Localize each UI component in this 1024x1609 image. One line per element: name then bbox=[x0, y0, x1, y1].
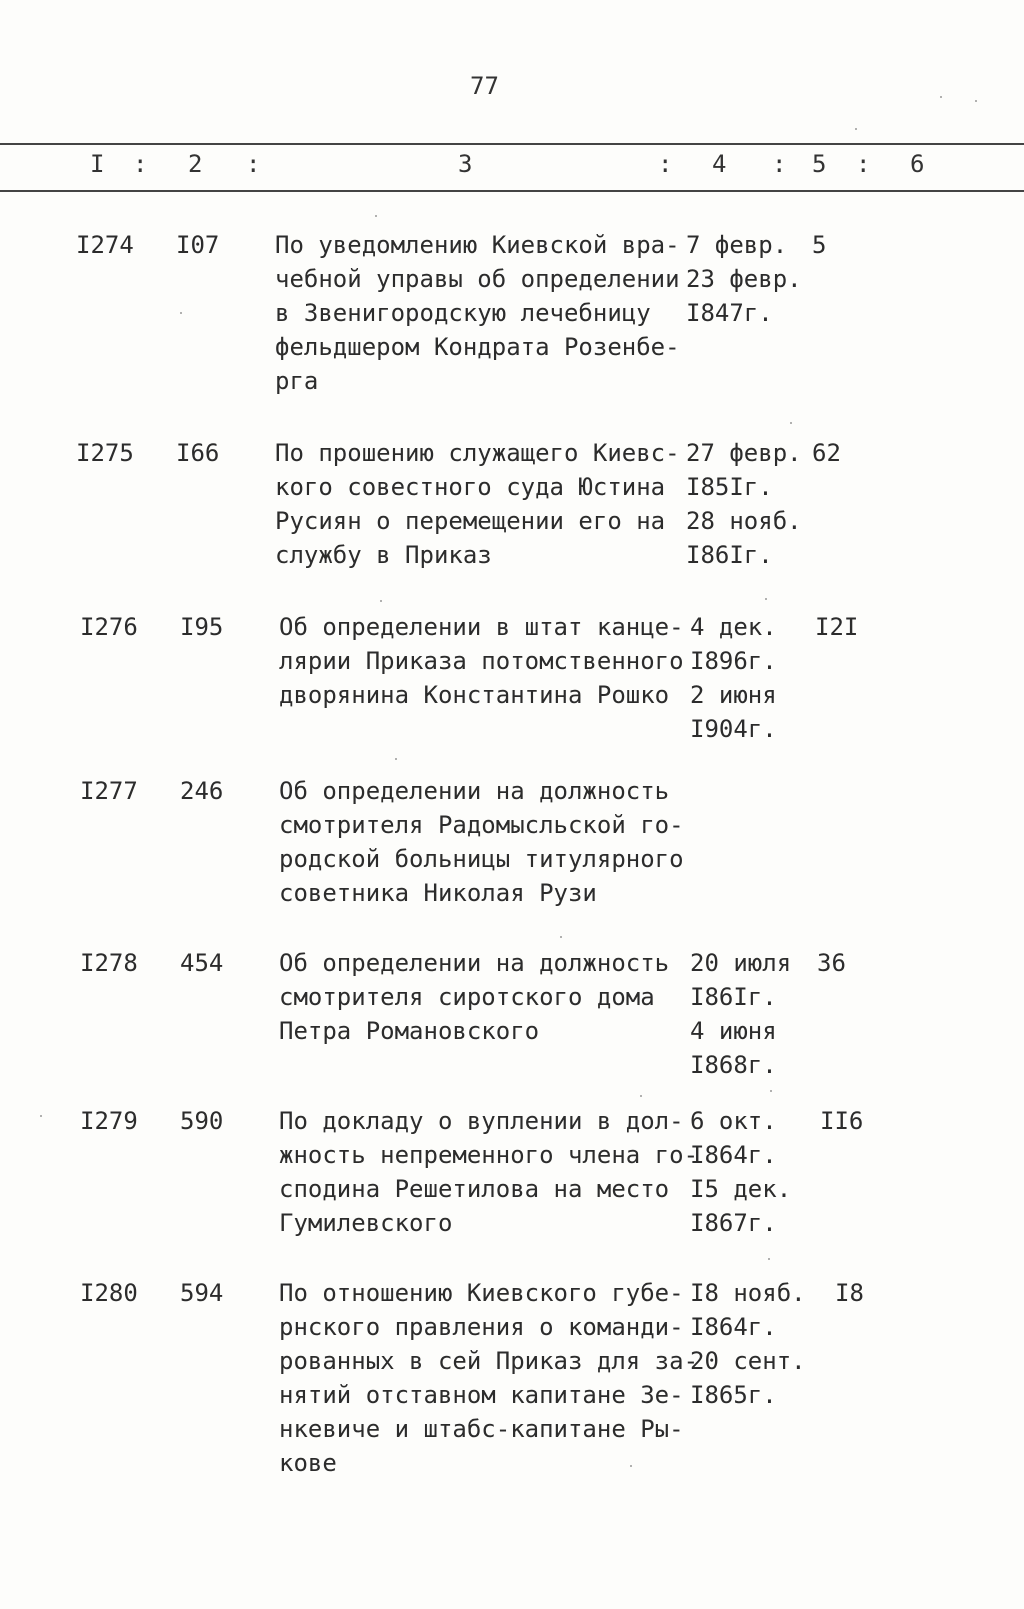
record-description-line: службу в Приказ bbox=[275, 541, 492, 569]
record-date-line: 4 дек. bbox=[690, 613, 777, 641]
page-number: 77 bbox=[470, 72, 499, 100]
column-header-5: 5 bbox=[812, 150, 827, 178]
record-sheets: 62 bbox=[812, 439, 841, 467]
record-date-line: I868г. bbox=[690, 1051, 777, 1079]
header-top-rule bbox=[0, 143, 1024, 145]
scan-speck bbox=[940, 96, 942, 98]
record-description-line: советника Николая Рузи bbox=[279, 879, 597, 907]
scan-speck bbox=[640, 1095, 642, 1097]
record-number: I275 bbox=[76, 439, 134, 467]
record-description-line: Гумилевского bbox=[279, 1209, 453, 1237]
record-date-line: I865г. bbox=[690, 1381, 777, 1409]
record-number: I279 bbox=[80, 1107, 138, 1135]
record-date-line: I5 дек. bbox=[690, 1175, 792, 1203]
record-sheets: II6 bbox=[820, 1107, 864, 1135]
record-description-line: нятий отставном капитане Зе- bbox=[279, 1381, 684, 1409]
file-number: 590 bbox=[180, 1107, 224, 1135]
file-number: 454 bbox=[180, 949, 224, 977]
record-date-line: 4 июня bbox=[690, 1017, 777, 1045]
record-description-line: рнского правления о команди- bbox=[279, 1313, 684, 1341]
scan-speck bbox=[855, 128, 857, 130]
record-number: I274 bbox=[76, 231, 134, 259]
file-number: 246 bbox=[180, 777, 224, 805]
column-separator: : bbox=[856, 150, 871, 178]
record-description-line: родской больницы титулярного bbox=[279, 845, 684, 873]
column-header-3: 3 bbox=[458, 150, 473, 178]
record-description-line: По прошению служащего Киевс- bbox=[275, 439, 680, 467]
scan-speck bbox=[375, 215, 377, 217]
scan-speck bbox=[380, 600, 382, 602]
record-description-line: рга bbox=[275, 367, 319, 395]
record-date-line: I864г. bbox=[690, 1141, 777, 1169]
record-description-line: Об определении на должность bbox=[279, 949, 670, 977]
file-number: I07 bbox=[176, 231, 220, 259]
record-description-line: Русиян о перемещении его на bbox=[275, 507, 666, 535]
record-date-line: I867г. bbox=[690, 1209, 777, 1237]
record-description-line: фельдшером Кондрата Розенбе- bbox=[275, 333, 680, 361]
record-date-line: I904г. bbox=[690, 715, 777, 743]
record-sheets: I8 bbox=[835, 1279, 864, 1307]
scan-speck bbox=[180, 312, 182, 314]
record-date-line: I86Iг. bbox=[686, 541, 773, 569]
record-number: I277 bbox=[80, 777, 138, 805]
record-description-line: жность непременного члена го- bbox=[279, 1141, 699, 1169]
record-number: I276 bbox=[80, 613, 138, 641]
record-date-line: 27 февр. bbox=[686, 439, 802, 467]
record-date-line: I864г. bbox=[690, 1313, 777, 1341]
record-description-line: в Звенигородскую лечебницу bbox=[275, 299, 651, 327]
record-description-line: По докладу о вуплении в дол- bbox=[279, 1107, 684, 1135]
column-header-4: 4 bbox=[712, 150, 727, 178]
record-description-line: кове bbox=[279, 1449, 337, 1477]
column-separator: : bbox=[133, 150, 148, 178]
header-bottom-rule bbox=[0, 190, 1024, 192]
scan-speck bbox=[395, 758, 397, 760]
record-number: I280 bbox=[80, 1279, 138, 1307]
record-date-line: I896г. bbox=[690, 647, 777, 675]
column-header-1: I bbox=[90, 150, 105, 178]
scan-speck bbox=[770, 1090, 772, 1092]
scan-speck bbox=[560, 936, 562, 938]
record-description-line: сподина Решетилова на место bbox=[279, 1175, 670, 1203]
record-description-line: смотрителя сиротского дома bbox=[279, 983, 655, 1011]
record-sheets: 36 bbox=[817, 949, 846, 977]
scan-speck bbox=[630, 1465, 632, 1467]
record-description-line: Об определении на должность bbox=[279, 777, 670, 805]
record-date-line: 23 февр. bbox=[686, 265, 802, 293]
record-description-line: По отношению Киевского губе- bbox=[279, 1279, 684, 1307]
record-date-line: 6 окт. bbox=[690, 1107, 777, 1135]
record-date-line: 7 февр. bbox=[686, 231, 788, 259]
column-header-6: 6 bbox=[910, 150, 925, 178]
record-description-line: смотрителя Радомысльской го- bbox=[279, 811, 684, 839]
record-description-line: Петра Романовского bbox=[279, 1017, 540, 1045]
record-date-line: I86Iг. bbox=[690, 983, 777, 1011]
record-date-line: 20 сент. bbox=[690, 1347, 806, 1375]
record-description-line: Об определении в штат канце- bbox=[279, 613, 684, 641]
column-header-2: 2 bbox=[188, 150, 203, 178]
column-separator: : bbox=[772, 150, 787, 178]
record-date-line: I847г. bbox=[686, 299, 773, 327]
record-description-line: кого совестного суда Юстина bbox=[275, 473, 666, 501]
record-date-line: 2 июня bbox=[690, 681, 777, 709]
record-sheets: 5 bbox=[812, 231, 827, 259]
record-description-line: нкевиче и штабс-капитане Ры- bbox=[279, 1415, 684, 1443]
column-separator: : bbox=[658, 150, 673, 178]
scan-speck bbox=[768, 1258, 770, 1260]
file-number: I66 bbox=[176, 439, 220, 467]
record-number: I278 bbox=[80, 949, 138, 977]
file-number: I95 bbox=[180, 613, 224, 641]
record-sheets: I2I bbox=[815, 613, 859, 641]
record-description-line: дворянина Константина Рошко bbox=[279, 681, 670, 709]
scan-speck bbox=[40, 1115, 42, 1117]
scan-speck bbox=[765, 598, 767, 600]
record-date-line: I8 нояб. bbox=[690, 1279, 806, 1307]
record-description-line: рованных в сей Приказ для за- bbox=[279, 1347, 699, 1375]
record-description-line: чебной управы об определении bbox=[275, 265, 680, 293]
scan-speck bbox=[975, 100, 977, 102]
record-date-line: 20 июля bbox=[690, 949, 792, 977]
record-date-line: I85Iг. bbox=[686, 473, 773, 501]
record-description-line: лярии Приказа потомственного bbox=[279, 647, 684, 675]
column-separator: : bbox=[246, 150, 261, 178]
file-number: 594 bbox=[180, 1279, 224, 1307]
record-description-line: По уведомлению Киевской вра- bbox=[275, 231, 680, 259]
scan-speck bbox=[790, 422, 792, 424]
record-date-line: 28 нояб. bbox=[686, 507, 802, 535]
